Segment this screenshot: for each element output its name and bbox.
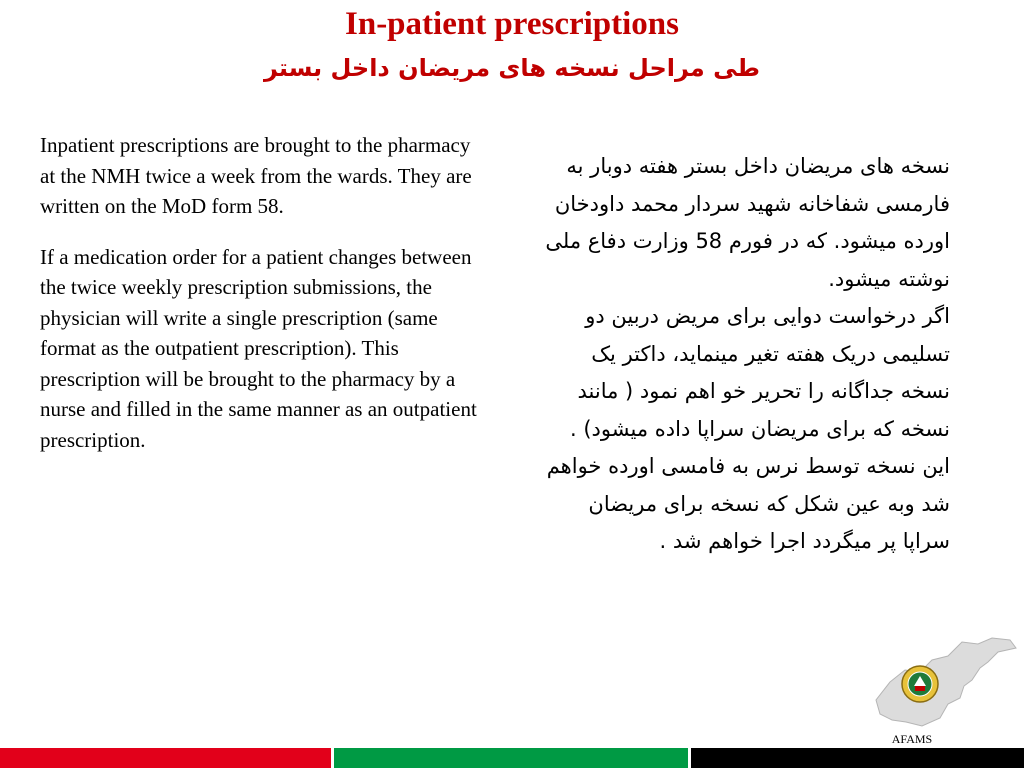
footer-band-red — [0, 748, 333, 768]
footer-band-black — [690, 748, 1024, 768]
english-paragraph: If a medication order for a patient changes between the twice weekly prescription submissions, the physician will write a single prescription (same format as the outpatient prescription). This prescription will be brought to the pharmacy by a nurse and filled in the same manner as an outpatient prescription. — [40, 244, 477, 452]
slide-subtitle: طی مراحل نسخه های مریضان داخل بستر — [263, 54, 761, 82]
english-text-block — [40, 130, 486, 475]
persian-paragraph: نسخه های مریضان داخل بستر هفته دوبار به فارمسی شفاخانه شهید سردار محمد داودخان اورده میشود. که در فورم 58 وزارت دفاع ملی نوشته میشود. — [545, 154, 950, 291]
footer-label: AFAMS — [891, 732, 933, 746]
footer-band-green — [333, 748, 690, 768]
afghanistan-map-icon — [870, 622, 1020, 732]
slide-title: In-patient prescriptions — [345, 6, 679, 42]
band-separator — [688, 748, 691, 768]
band-separator — [331, 748, 334, 768]
persian-text-block — [538, 148, 950, 561]
english-paragraph: Inpatient prescriptions are brought to the pharmacy at the NMH twice a week from the wards. They are written on the MoD form 58. — [40, 133, 472, 218]
persian-paragraph: اگر درخواست دوایی برای مریض دربین دو تسلیمی دریک هفته تغیر مینماید، داکتر یک نسخه جداگانه را تحریر خو اهم نمود ( مانند نسخه که برای مریضان سراپا داده میشود) . این نسخه توسط نرس به فامسی اورده خواهم شد وبه عین شکل که نسخه برای مریضان سراپا پر میگردد اجرا خواهم شد . — [546, 304, 950, 553]
afams-emblem-icon — [900, 664, 940, 704]
